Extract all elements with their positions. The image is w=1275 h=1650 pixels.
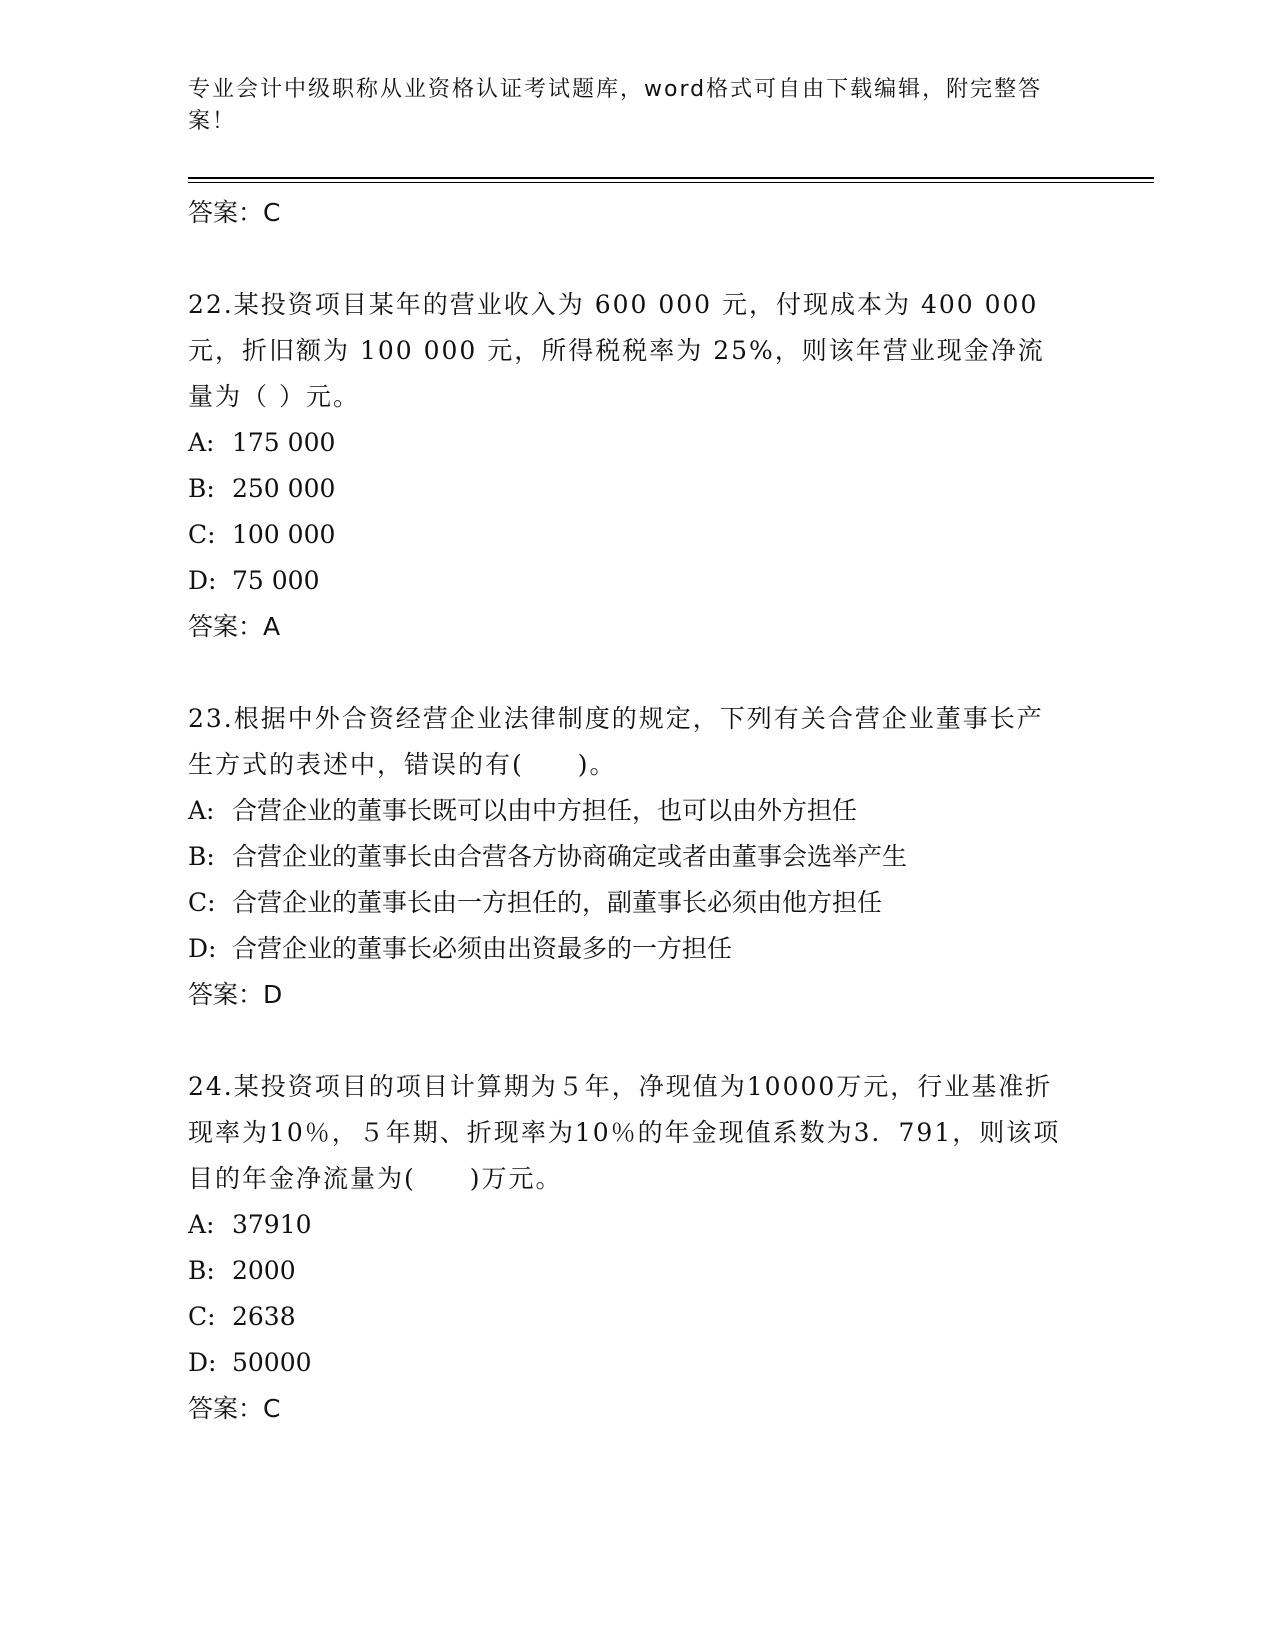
option-b	[188, 1248, 1068, 1294]
option-text: 合营企业的董事长必须由出资最多的一方担任	[232, 934, 733, 963]
option-text: 37910	[232, 1210, 312, 1239]
option-c	[188, 1294, 1068, 1340]
option-key: B:	[188, 474, 215, 503]
option-d	[188, 926, 1068, 972]
question-block	[188, 282, 1068, 650]
option-key: A:	[188, 1210, 215, 1239]
option-key: C:	[188, 520, 216, 549]
option-key: B:	[188, 1256, 215, 1285]
option-d	[188, 558, 1068, 604]
question-list	[188, 190, 1068, 1432]
option-text: 175 000	[232, 428, 336, 457]
page-header: 专业会计中级职称从业资格认证考试题库，word格式可自由下载编辑，附完整答案！	[188, 77, 1043, 134]
question-stem: 22.某投资项目某年的营业收入为 600 000 元，付现成本为 400 000 元，折旧额为 100 000 元，所得税税率为 25%，则该年营业现金净流量为（ ）元。	[188, 290, 1045, 411]
question-block	[188, 1064, 1068, 1432]
header-divider-thick	[188, 177, 1154, 179]
option-text: 250 000	[232, 474, 336, 503]
option-key: B:	[188, 842, 215, 871]
option-key: D:	[188, 934, 217, 963]
option-text: 100 000	[232, 520, 336, 549]
answer-line: 答案：C	[188, 198, 281, 227]
option-a	[188, 788, 1068, 834]
option-key: A:	[188, 428, 215, 457]
option-text: 合营企业的董事长由合营各方协商确定或者由董事会选举产生	[232, 842, 908, 871]
option-a	[188, 420, 1068, 466]
option-c	[188, 880, 1068, 926]
option-d	[188, 1340, 1068, 1386]
option-b	[188, 466, 1068, 512]
option-text: 75 000	[232, 566, 320, 595]
option-text: 2638	[232, 1302, 296, 1331]
question-block	[188, 696, 1068, 1018]
option-text: 50000	[232, 1348, 312, 1377]
question-stem: 23.根据中外合资经营企业法律制度的规定，下列有关合营企业董事长产生方式的表述中，错误的有( )。	[188, 704, 1044, 779]
option-a	[188, 1202, 1068, 1248]
answer-line: 答案：C	[188, 1394, 281, 1423]
answer-line: 答案：D	[188, 980, 283, 1009]
option-c	[188, 512, 1068, 558]
option-text: 2000	[232, 1256, 296, 1285]
option-b	[188, 834, 1068, 880]
option-key: D:	[188, 566, 217, 595]
question-stem: 24.某投资项目的项目计算期为５年，净现值为10000万元，行业基准折现率为10％，５年期、折现率为10％的年金现值系数为3．791，则该项目的年金净流量为( )万元。	[188, 1072, 1061, 1193]
option-key: D:	[188, 1348, 217, 1377]
option-key: C:	[188, 1302, 216, 1331]
answer-line: 答案：A	[188, 612, 281, 641]
option-text: 合营企业的董事长由一方担任的，副董事长必须由他方担任	[232, 888, 883, 917]
option-text: 合营企业的董事长既可以由中方担任，也可以由外方担任	[232, 796, 858, 825]
option-key: A:	[188, 796, 215, 825]
option-key: C:	[188, 888, 216, 917]
header-divider-thin	[188, 182, 1154, 183]
